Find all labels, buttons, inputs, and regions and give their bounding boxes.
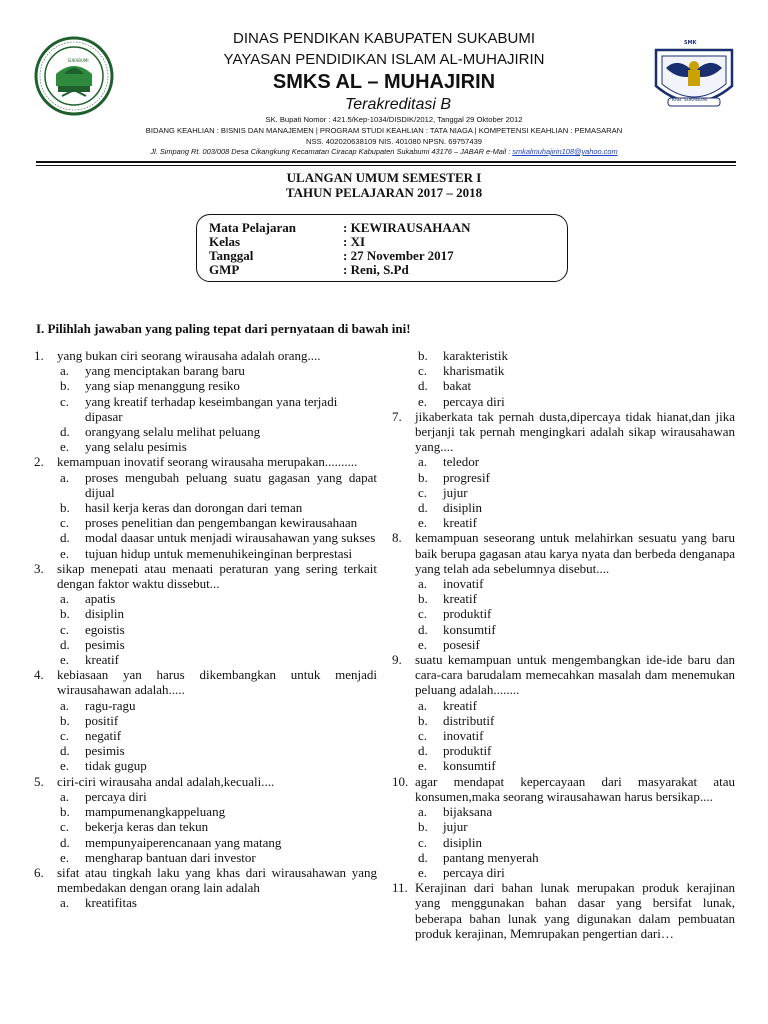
address-text: Jl. Simpang Rt. 003/008 Desa Cikangkung Kecamatan Ciracap Kabupaten Sukabumi 43176 – JABAR e-Mail : xyxy=(150,147,511,156)
option: a. kreatifitas xyxy=(60,895,137,911)
school-name: SMKS AL – MUHAJIRIN xyxy=(272,71,496,93)
option: e. posesif xyxy=(418,636,480,652)
option-letter: e. xyxy=(60,545,70,561)
option-letter: e. xyxy=(418,864,428,880)
option: c. disiplin xyxy=(418,834,483,850)
question-number: 8. xyxy=(392,530,402,546)
option: e. percaya diri xyxy=(418,864,505,880)
question-7: 7. jikaberkata tak pernah dusta,dipercaya tidak hianat,dan jika berjanji tak pernah mengingkari adalah sikap wirausahawan yang.... xyxy=(392,408,735,455)
options-3 xyxy=(34,591,377,667)
option: b. progresif xyxy=(418,469,490,485)
question-11: 11. Kerajinan dari bahan lunak merupakan produk kerajinan yang menggunakan bahan dasar yang bersifat lunak, beberapa bahan lunak yang digunakan dalam pembuatan produk kerajinan, Memrupakan pengertian dari… xyxy=(392,880,735,941)
option: a. percaya diri xyxy=(60,788,147,804)
option-letter: b. xyxy=(60,378,70,394)
questions-left-column xyxy=(34,348,377,911)
option: c. inovatif xyxy=(418,728,484,744)
question-number: 7. xyxy=(392,408,402,424)
option: a. teledor xyxy=(418,454,480,470)
option-letter: c. xyxy=(418,728,428,744)
agency-line: DINAS PENDIKAN KABUPATEN SUKABUMI xyxy=(232,30,535,47)
option: c. produktif xyxy=(418,606,492,622)
question-5: 5. ciri-ciri wirausaha andal adalah,kecuali.... xyxy=(34,773,275,789)
option-letter: e. xyxy=(418,636,428,652)
options-10 xyxy=(392,804,735,880)
option-letter: b. xyxy=(418,591,428,607)
option: e. mengharap bantuan dari investor xyxy=(60,849,256,865)
option: e. konsumtif xyxy=(418,758,496,774)
option: e. percaya diri xyxy=(418,393,505,409)
option: a. inovatif xyxy=(418,576,484,592)
option: d. disiplin xyxy=(418,500,483,516)
option: a. ragu-ragu xyxy=(60,697,136,713)
expertise-line: BIDANG KEAHLIAN : BISNIS DAN MANAJEMEN | PROGRAM STUDI KEAHLIAN : TATA NIAGA | KOMPETENSI KEAHLIAN : PEMASARAN xyxy=(145,126,623,135)
options-2 xyxy=(34,470,377,561)
option-letter: a. xyxy=(60,591,70,607)
option: c. proses penelitian dan pengembangan kewirausahaan xyxy=(60,515,358,531)
question-8: 8. kemampuan seseorang untuk melahirkan sesuatu yang baru baik berupa gagasan atau karya nyata dan berbeda denganapa yang telah ada sebelumnya disebut.... xyxy=(392,530,735,576)
option: e. kreatif xyxy=(418,515,477,531)
option-letter: c. xyxy=(418,484,428,500)
questions-right-column xyxy=(392,348,735,941)
question-number: 11. xyxy=(392,880,408,896)
option-letter: d. xyxy=(60,636,70,652)
option: e. tidak gugup xyxy=(60,758,147,774)
option: b. disiplin xyxy=(60,606,125,622)
question-4: 4. kebiasaan yan harus dikembangkan untuk menjadi wirausahawan adalah..... xyxy=(34,667,377,698)
question-number: 6. xyxy=(34,864,44,880)
option-letter: b. xyxy=(418,469,428,485)
question-2: 2. kemampuan inovatif seorang wirausaha merupakan.......... xyxy=(34,454,358,470)
option-letter: a. xyxy=(60,697,70,713)
option: b. positif xyxy=(60,712,119,728)
option-letter: c. xyxy=(418,363,428,379)
option-letter: c. xyxy=(418,606,428,622)
option: b. yang siap menanggung resiko xyxy=(60,378,240,394)
question-number: 1. xyxy=(34,348,44,363)
option: c. kharismatik xyxy=(418,363,505,379)
option: e. yang selalu pesimis xyxy=(60,439,187,455)
exam-year: TAHUN PELAJARAN 2017 – 2018 xyxy=(285,185,483,200)
option-letter: e. xyxy=(60,849,70,865)
option-letter: a. xyxy=(60,788,70,804)
options-4 xyxy=(34,698,377,774)
email-link[interactable]: smkalmuhajirin108@yahoo.com xyxy=(512,147,618,156)
option: c. negatif xyxy=(60,728,122,744)
option-letter: d. xyxy=(60,743,70,759)
options-9 xyxy=(392,698,735,774)
option: c. yang kreatif terhadap keseimbangan yana terjadi dipasar xyxy=(60,393,338,424)
logo-left-caption: SUKABUMI xyxy=(67,58,89,63)
logo-right-top-text: SMK xyxy=(684,40,697,46)
option-letter: e. xyxy=(60,758,70,774)
letterhead xyxy=(0,0,768,162)
option-letter: c. xyxy=(418,834,428,850)
option-letter: c. xyxy=(60,393,70,409)
options-7 xyxy=(392,454,735,530)
option: c. jujur xyxy=(418,484,468,500)
options-5 xyxy=(34,789,377,865)
option: c. bekerja keras dan tekun xyxy=(60,819,209,835)
address-line xyxy=(0,147,768,156)
header-rule-thick xyxy=(36,161,736,163)
option-letter: d. xyxy=(418,500,428,516)
option-letter: c. xyxy=(60,621,70,637)
option-letter: c. xyxy=(60,515,70,531)
option-letter: a. xyxy=(60,469,70,485)
option: a. kreatif xyxy=(418,697,477,713)
option: a. apatis xyxy=(60,591,116,607)
option-letter: e. xyxy=(60,439,70,455)
option-letter: d. xyxy=(418,378,428,394)
options-6 xyxy=(34,895,377,910)
question-number: 4. xyxy=(34,667,44,683)
option: d. mempunyaiperencanaan yang matang xyxy=(60,834,282,850)
option-letter: a. xyxy=(60,895,70,911)
question-number: 2. xyxy=(34,454,44,470)
option: b. distributif xyxy=(418,712,495,728)
question-3: 3. sikap menepati atau menaati peraturan yang sering terkait dengan faktor waktu dissebut... xyxy=(34,560,377,592)
exam-title: ULANGAN UMUM SEMESTER I xyxy=(286,170,482,185)
option: d. pesimis xyxy=(60,636,125,652)
option: e. tujuan hidup untuk memenuhikeinginan berprestasi xyxy=(60,545,353,561)
option-letter: b. xyxy=(418,712,428,728)
option: d. produktif xyxy=(418,743,492,759)
option-letter: e. xyxy=(418,758,428,774)
option-letter: e. xyxy=(60,652,70,668)
option: c. egoistis xyxy=(60,621,125,637)
registration-line: NSS. 402020638109 NIS. 401080 NPSN. 69757439 xyxy=(305,137,483,146)
option: d. orangyang selalu melihat peluang xyxy=(60,424,261,440)
option-letter: d. xyxy=(418,743,428,759)
option-letter: a. xyxy=(418,697,428,713)
option-letter: b. xyxy=(418,819,428,835)
option-letter: e. xyxy=(418,393,428,409)
subject-info-box: Mata Pelajaran : KEWIRAUSAHAAN Kelas : XI Tanggal : 27 November 2017 GMP : Reni, S.Pd xyxy=(196,214,568,282)
option: b. hasil kerja keras dan dorongan dari teman xyxy=(60,500,303,516)
options-6-continued xyxy=(392,348,735,409)
option: a. proses mengubah peluang suatu gagasan yang dapat dijual xyxy=(60,469,377,500)
question-number: 9. xyxy=(392,652,402,668)
decree-line: SK. Bupati Nomor : 421.5/Kep-1034/DISDIK/2012, Tanggal 29 Oktober 2012 xyxy=(265,115,523,124)
option-letter: c. xyxy=(60,819,70,835)
option-letter: d. xyxy=(60,424,70,440)
question-6: 6. sifat atau tingkah laku yang khas dari wirausahawan yang membedakan dengan orang lain adalah xyxy=(34,864,377,896)
logo-right-bottom-text: KAB. SUKABUMI xyxy=(672,98,708,103)
option: b. mampumenangkappeluang xyxy=(60,804,226,820)
option: d. bakat xyxy=(418,378,472,394)
option-letter: c. xyxy=(60,728,70,744)
option-letter: a. xyxy=(418,576,428,592)
option: d. pesimis xyxy=(60,743,125,759)
accreditation: Terakreditasi B xyxy=(344,96,452,113)
option-letter: b. xyxy=(60,712,70,728)
option-letter: d. xyxy=(418,849,428,865)
question-1: 1. yang bukan ciri seorang wirausaha adalah orang.... xyxy=(34,348,321,363)
option: d. konsumtif xyxy=(418,621,496,637)
section-instruction: I. Pilihlah jawaban yang paling tepat dari pernyataan di bawah ini! xyxy=(36,321,411,336)
question-number: 5. xyxy=(34,773,44,789)
question-number: 10. xyxy=(392,773,409,789)
option: a. yang menciptakan barang baru xyxy=(60,363,245,379)
option: a. bijaksana xyxy=(418,804,493,820)
option-letter: d. xyxy=(60,834,70,850)
question-10: 10. agar mendapat kepercayaan dari masyarakat atau konsumen,maka seorang wirausahawan harus bersikap.... xyxy=(392,773,735,804)
option: d. modal daasar untuk menjadi wirausahawan yang sukses xyxy=(60,530,376,546)
option: b. kreatif xyxy=(418,591,477,607)
option-letter: a. xyxy=(418,804,428,820)
foundation-line: YAYASAN PENDIDIKAN ISLAM AL-MUHAJIRIN xyxy=(223,51,545,68)
option-letter: d. xyxy=(418,621,428,637)
question-9: 9. suatu kemampuan untuk mengembangkan ide-ide baru dan cara-cara barudalam memecahkan masalah dam menemukan peluang adalah........ xyxy=(392,652,735,698)
option-letter: b. xyxy=(418,348,428,363)
option: b. karakteristik xyxy=(418,348,508,363)
option-letter: b. xyxy=(60,500,70,516)
option: b. jujur xyxy=(418,819,468,835)
options-1 xyxy=(34,363,377,454)
option-letter: a. xyxy=(418,454,428,470)
option-letter: e. xyxy=(418,515,428,531)
option: e. kreatif xyxy=(60,652,119,668)
header-rule-thin xyxy=(36,165,736,166)
question-number: 3. xyxy=(34,560,44,576)
options-8 xyxy=(392,576,735,652)
option: d. pantang menyerah xyxy=(418,849,539,865)
option-letter: b. xyxy=(60,804,70,820)
option-letter: a. xyxy=(60,363,70,379)
option-letter: d. xyxy=(60,530,70,546)
option-letter: b. xyxy=(60,606,70,622)
